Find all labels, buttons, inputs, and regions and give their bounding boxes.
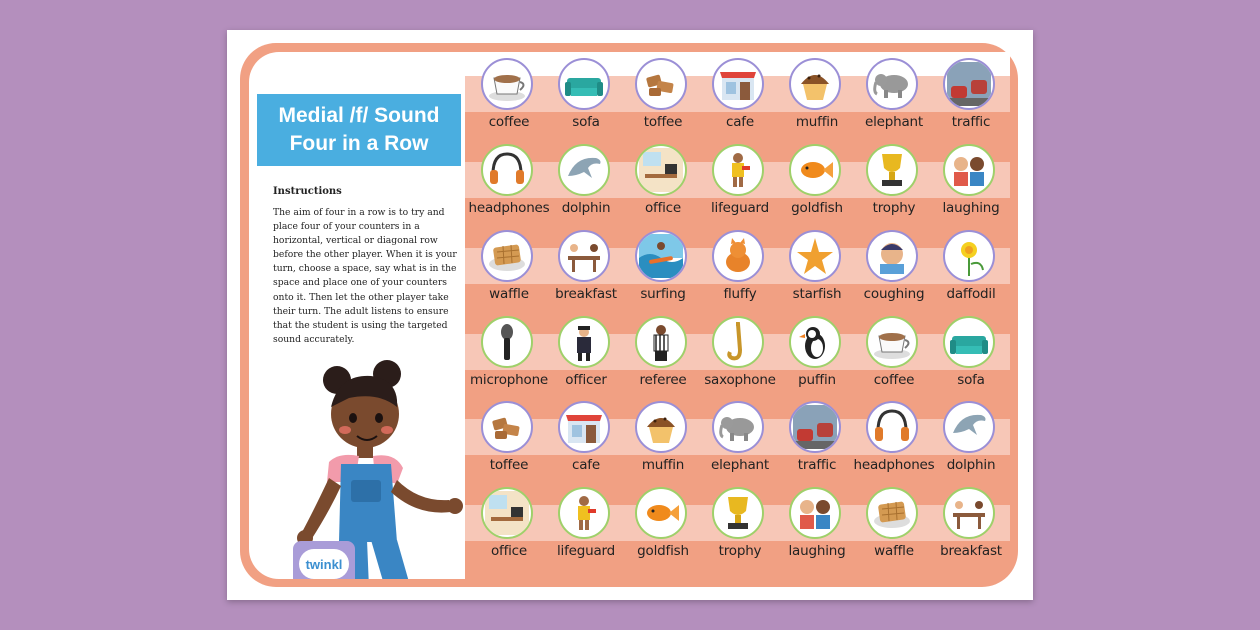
board-space[interactable]: [470, 310, 548, 396]
dolphin-icon-graphic: [947, 405, 991, 449]
traffic-icon: [943, 58, 995, 110]
lifeguard-icon-graphic: [716, 148, 760, 192]
starfish-icon: [789, 230, 841, 282]
space-label: toffee: [489, 457, 529, 473]
space-label: trophy: [872, 200, 916, 216]
office-icon-graphic: [639, 148, 683, 192]
board-grid: [465, 52, 1010, 579]
laughing-icon-graphic: [947, 148, 991, 192]
space-label: breakfast: [555, 286, 617, 302]
board-space[interactable]: [778, 52, 856, 138]
toffee-icon: [481, 401, 533, 453]
board-space[interactable]: [701, 310, 779, 396]
board-space[interactable]: [932, 52, 1010, 138]
space-label: laughing: [788, 543, 846, 559]
toffee-icon-graphic: [639, 62, 683, 106]
coffee-cup-icon-graphic: [870, 320, 914, 364]
board-space[interactable]: [547, 481, 625, 567]
sofa-icon: [943, 316, 995, 368]
coffee-cup-icon: [481, 58, 533, 110]
elephant-icon: [712, 401, 764, 453]
space-label: sofa: [572, 114, 600, 130]
goldfish-icon: [789, 144, 841, 196]
board-space[interactable]: [470, 481, 548, 567]
cafe-icon: [712, 58, 764, 110]
board-space[interactable]: [547, 52, 625, 138]
worksheet-frame: [240, 43, 1018, 587]
board-space[interactable]: [624, 224, 702, 310]
space-label: office: [644, 200, 682, 216]
board-space[interactable]: [855, 52, 933, 138]
breakfast-icon-graphic: [947, 491, 991, 535]
board-space[interactable]: [855, 224, 933, 310]
coffee-cup-icon-graphic: [485, 62, 529, 106]
space-label: cafe: [572, 457, 600, 473]
space-label: officer: [565, 372, 607, 388]
info-panel: [249, 52, 465, 579]
laughing-icon-graphic: [793, 491, 837, 535]
dolphin-icon: [943, 401, 995, 453]
space-label: starfish: [792, 286, 842, 302]
board-space[interactable]: [932, 310, 1010, 396]
referee-icon: [635, 316, 687, 368]
space-label: dolphin: [561, 200, 611, 216]
board-space[interactable]: [932, 224, 1010, 310]
headphones-icon-graphic: [870, 405, 914, 449]
space-label: dolphin: [946, 457, 996, 473]
space-label: saxophone: [704, 372, 776, 388]
elephant-icon-graphic: [716, 405, 760, 449]
board-space[interactable]: [701, 224, 779, 310]
lifeguard-icon-graphic: [562, 491, 606, 535]
office-icon: [635, 144, 687, 196]
waffle-icon: [866, 487, 918, 539]
board-space[interactable]: [778, 224, 856, 310]
space-label: surfing: [640, 286, 686, 302]
instructions-heading: Instructions: [273, 186, 342, 197]
space-label: puffin: [798, 372, 836, 388]
officer-icon: [558, 316, 610, 368]
microphone-icon: [481, 316, 533, 368]
dolphin-icon: [558, 144, 610, 196]
board-space[interactable]: [701, 481, 779, 567]
space-label: lifeguard: [556, 543, 616, 559]
saxophone-icon: [712, 316, 764, 368]
space-label: office: [490, 543, 528, 559]
waffle-icon: [481, 230, 533, 282]
traffic-icon-graphic: [947, 62, 991, 106]
laughing-icon: [789, 487, 841, 539]
title-line-2: Four in a Row: [289, 132, 429, 155]
trophy-icon: [866, 144, 918, 196]
board-space[interactable]: [547, 310, 625, 396]
twinkl-logo: [293, 541, 355, 579]
board-space[interactable]: [624, 310, 702, 396]
board-space[interactable]: [932, 138, 1010, 224]
board-space[interactable]: [855, 138, 933, 224]
board-space[interactable]: [855, 310, 933, 396]
fluffy-cat-icon: [712, 230, 764, 282]
page-title: [257, 94, 461, 166]
space-label: coffee: [873, 372, 915, 388]
waffle-icon-graphic: [485, 234, 529, 278]
board-space[interactable]: [624, 395, 702, 481]
coffee-cup-icon: [866, 316, 918, 368]
space-label: laughing: [942, 200, 1000, 216]
board-space[interactable]: [778, 138, 856, 224]
traffic-icon-graphic: [793, 405, 837, 449]
board-space[interactable]: [778, 481, 856, 567]
cafe-icon-graphic: [562, 405, 606, 449]
space-label: toffee: [643, 114, 683, 130]
instructions-text: The aim of four in a row is to try and place four of your counters in a horizontal, vertical or diagonal row before the other player. When it is your turn, choose a space, say what is in the space and place one of your counters onto it. Then let the other player take their turn. The adult listens to ensure that the student is using the targeted sound accurately.: [273, 207, 457, 345]
space-label: goldfish: [637, 543, 689, 559]
space-label: referee: [639, 372, 687, 388]
board-space[interactable]: [547, 395, 625, 481]
puffin-icon-graphic: [793, 320, 837, 364]
starfish-icon-graphic: [793, 234, 837, 278]
trophy-icon-graphic: [716, 491, 760, 535]
sofa-icon: [558, 58, 610, 110]
board-space[interactable]: [470, 395, 548, 481]
toffee-icon: [635, 58, 687, 110]
board-space[interactable]: [547, 138, 625, 224]
elephant-icon-graphic: [870, 62, 914, 106]
space-label: waffle: [489, 286, 529, 302]
cafe-icon-graphic: [716, 62, 760, 106]
space-label: cafe: [726, 114, 754, 130]
space-label: coughing: [863, 286, 925, 302]
space-label: lifeguard: [710, 200, 770, 216]
goldfish-icon-graphic: [639, 491, 683, 535]
space-label: elephant: [710, 457, 769, 473]
board-space[interactable]: [855, 481, 933, 567]
breakfast-icon-graphic: [562, 234, 606, 278]
saxophone-icon-graphic: [716, 320, 760, 364]
fluffy-cat-icon-graphic: [716, 234, 760, 278]
space-label: headphones: [468, 200, 550, 216]
coughing-icon-graphic: [870, 234, 914, 278]
board-space[interactable]: [778, 395, 856, 481]
space-label: headphones: [853, 457, 935, 473]
space-label: waffle: [874, 543, 914, 559]
breakfast-icon: [943, 487, 995, 539]
puffin-icon: [789, 316, 841, 368]
space-label: traffic: [951, 114, 991, 130]
space-label: daffodil: [946, 286, 996, 302]
sofa-icon-graphic: [947, 320, 991, 364]
daffodil-icon: [943, 230, 995, 282]
coughing-icon: [866, 230, 918, 282]
board-space[interactable]: [932, 481, 1010, 567]
laughing-icon: [943, 144, 995, 196]
referee-icon-graphic: [639, 320, 683, 364]
trophy-icon-graphic: [870, 148, 914, 192]
space-label: traffic: [797, 457, 837, 473]
space-label: goldfish: [791, 200, 843, 216]
title-line-1: Medial /f/ Sound: [278, 104, 440, 127]
space-label: elephant: [864, 114, 923, 130]
surfing-icon: [635, 230, 687, 282]
board-space[interactable]: [547, 224, 625, 310]
board-space[interactable]: [470, 52, 548, 138]
logo-text: twinkl: [299, 549, 349, 579]
elephant-icon: [866, 58, 918, 110]
lifeguard-icon: [712, 144, 764, 196]
board-space[interactable]: [624, 52, 702, 138]
space-label: sofa: [957, 372, 985, 388]
game-board: [465, 52, 1010, 579]
trophy-icon: [712, 487, 764, 539]
lifeguard-icon: [558, 487, 610, 539]
microphone-icon-graphic: [485, 320, 529, 364]
breakfast-icon: [558, 230, 610, 282]
board-space[interactable]: [470, 224, 548, 310]
muffin-icon-graphic: [793, 62, 837, 106]
worksheet: [227, 30, 1033, 600]
daffodil-icon-graphic: [947, 234, 991, 278]
cafe-icon: [558, 401, 610, 453]
board-space[interactable]: [701, 138, 779, 224]
board-space[interactable]: [701, 395, 779, 481]
dolphin-icon-graphic: [562, 148, 606, 192]
board-space[interactable]: [470, 138, 548, 224]
board-space[interactable]: [932, 395, 1010, 481]
muffin-icon: [635, 401, 687, 453]
space-label: muffin: [795, 114, 839, 130]
sofa-icon-graphic: [562, 62, 606, 106]
office-icon: [481, 487, 533, 539]
space-label: microphone: [469, 372, 549, 388]
goldfish-icon: [635, 487, 687, 539]
waffle-icon-graphic: [870, 491, 914, 535]
space-label: coffee: [488, 114, 530, 130]
office-icon-graphic: [485, 491, 529, 535]
muffin-icon: [789, 58, 841, 110]
board-space[interactable]: [778, 310, 856, 396]
board-space[interactable]: [855, 395, 933, 481]
goldfish-icon-graphic: [793, 148, 837, 192]
muffin-icon-graphic: [639, 405, 683, 449]
space-label: muffin: [641, 457, 685, 473]
board-space[interactable]: [624, 481, 702, 567]
headphones-icon-graphic: [485, 148, 529, 192]
space-label: fluffy: [723, 286, 757, 302]
toffee-icon-graphic: [485, 405, 529, 449]
board-space[interactable]: [624, 138, 702, 224]
officer-icon-graphic: [562, 320, 606, 364]
headphones-icon: [866, 401, 918, 453]
space-label: trophy: [718, 543, 762, 559]
space-label: breakfast: [940, 543, 1002, 559]
headphones-icon: [481, 144, 533, 196]
traffic-icon: [789, 401, 841, 453]
board-space[interactable]: [701, 52, 779, 138]
surfing-icon-graphic: [639, 234, 683, 278]
